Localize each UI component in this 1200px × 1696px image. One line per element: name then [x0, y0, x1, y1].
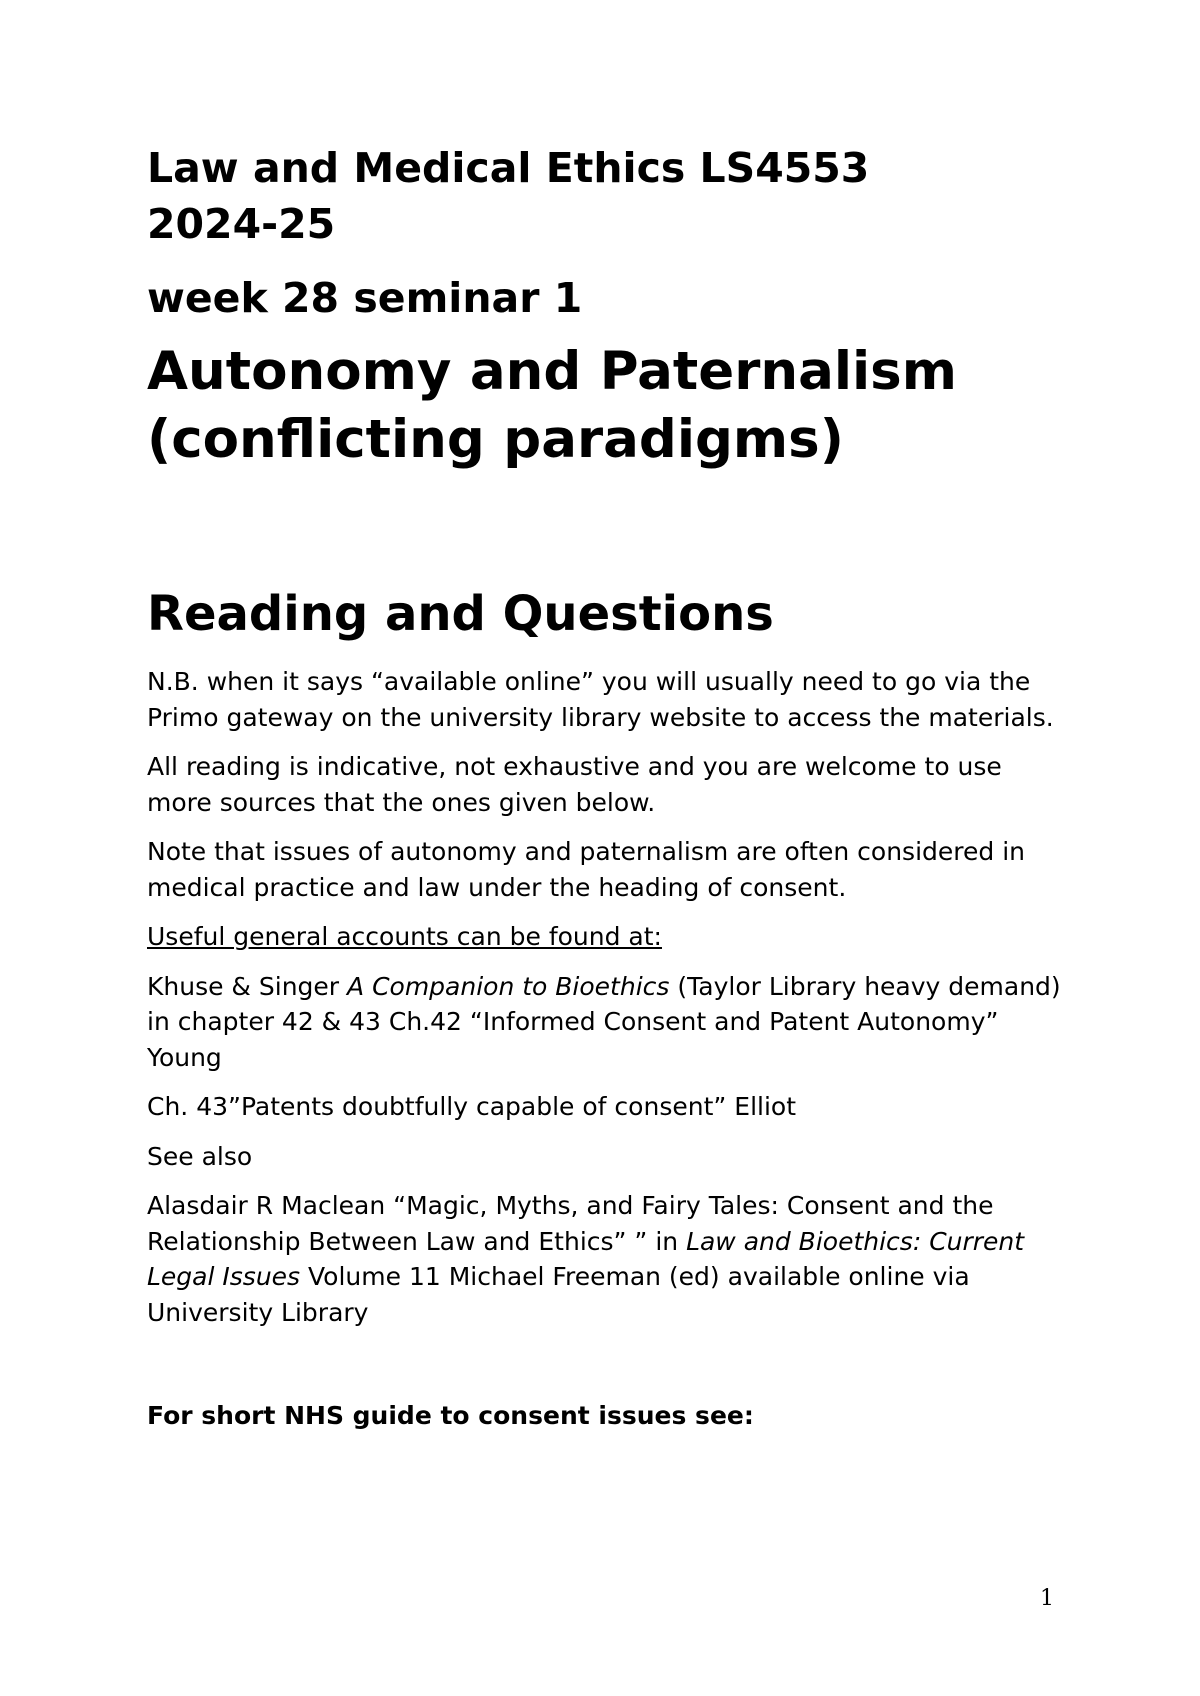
khuse-book-title: A Companion to Bioethics	[347, 971, 670, 1001]
note-paragraph: Note that issues of autonomy and paternalism are often considered in medical practice and law under the heading of consent.	[147, 837, 1025, 902]
khuse-reference-before: Khuse & Singer	[147, 971, 348, 1001]
week-heading: week 28 seminar 1	[147, 274, 583, 322]
course-title-line2: 2024-25	[147, 200, 336, 248]
document-page	[147, 140, 1072, 1434]
maclean-reference-after: Volume 11 Michael Freeman (ed) available online via University Library	[147, 1262, 970, 1327]
useful-accounts-heading: Useful general accounts can be found at:	[147, 922, 662, 951]
indicative-paragraph: All reading is indicative, not exhaustive and you are welcome to use more sources that the ones given below.	[147, 752, 1002, 817]
maclean-book-title: Law and Bioethics: Current Legal Issues	[147, 1226, 1025, 1291]
topic-title-line2: (conflicting paradigms)	[147, 409, 844, 470]
reading-heading: Reading and Questions	[147, 586, 774, 642]
maclean-reference	[147, 1188, 1072, 1330]
nb-paragraph: N.B. when it says “available online” you will usually need to go via the Primo gateway on the university library website to access the materials.	[147, 667, 1054, 732]
ch43-reference: Ch. 43”Patents doubtfully capable of consent” Elliot	[147, 1092, 796, 1121]
khuse-reference-after: (Taylor Library heavy demand) in chapter 42 & 43 Ch.42 “Informed Consent and Patent Autonomy” Young	[147, 971, 1061, 1072]
khuse-reference	[147, 969, 1072, 1076]
maclean-reference-before: Alasdair R Maclean “Magic, Myths, and Fairy Tales: Consent and the Relationship Between Law and Ethics” ” in	[147, 1191, 994, 1256]
topic-title-line1: Autonomy and Paternalism	[147, 341, 957, 402]
page-number: 1	[1040, 1586, 1054, 1611]
course-title	[147, 140, 1072, 252]
nhs-guide-heading: For short NHS guide to consent issues see:	[147, 1401, 754, 1430]
see-also-label: See also	[147, 1141, 253, 1171]
topic-title	[147, 338, 1072, 474]
course-title-line1: Law and Medical Ethics LS4553	[147, 144, 870, 192]
